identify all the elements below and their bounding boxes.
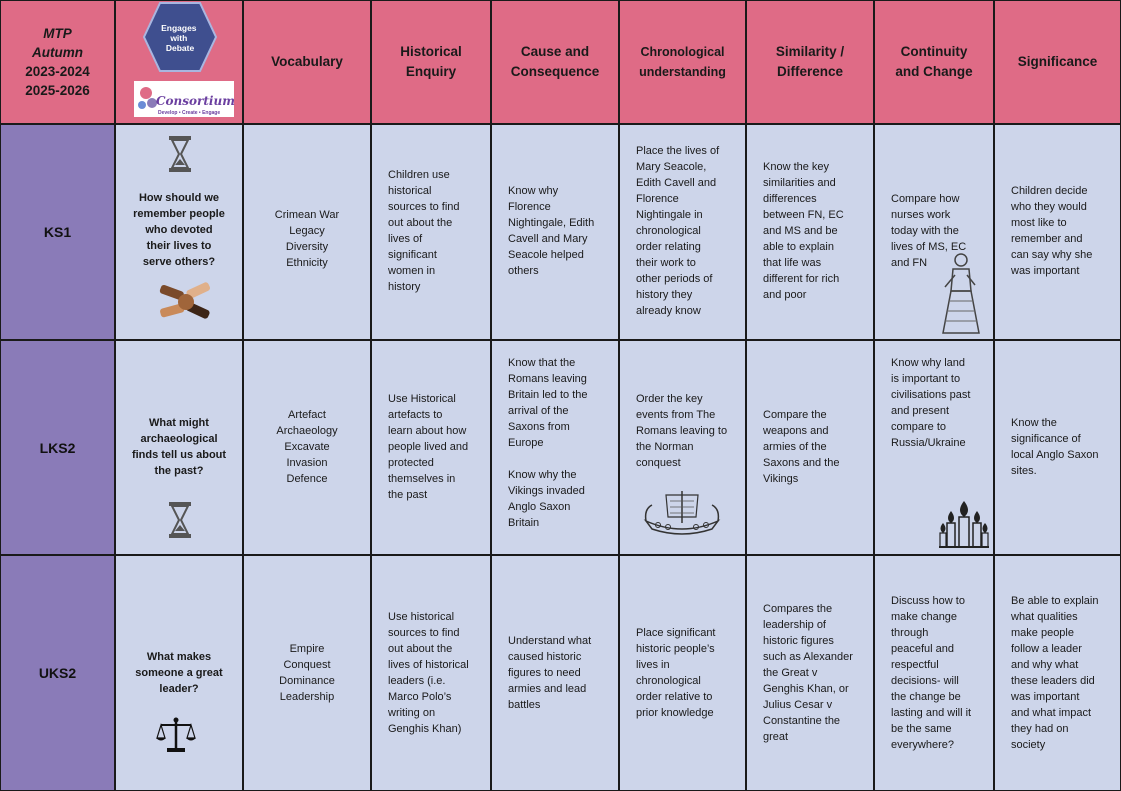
vocabulary-cell-ks1: Crimean War Legacy Diversity Ethnicity [243, 124, 371, 340]
question-text-lks2: What might archaeological finds tell us about the past? [131, 417, 227, 477]
continuity-cell-lks2: Know why land is important to civilisations past and present compare to Russia/Ukraine [874, 340, 994, 555]
similarity-cell-ks1: Know the key similarities and differences between FN, EC and MS and be able to explain that life was different for rich and poor [746, 124, 874, 340]
col-header-enquiry: Historical Enquiry [371, 0, 491, 124]
consortium-tagline: Develop • Create • Engage [158, 110, 221, 116]
badge-label: Engages with Debate [161, 23, 197, 53]
question-cell-lks2 [115, 340, 243, 555]
question-cell-ks1 [115, 124, 243, 340]
enquiry-cell-uks2: Use historical sources to find out about the lives of historical leaders (i.e. Marco Polo’s writing on Genghis Khan) [371, 555, 491, 791]
engages-with-debate-badge [116, 1, 243, 124]
nurse-figure-icon [939, 251, 983, 335]
consortium-logo-text: Consortium [156, 94, 235, 108]
significance-cell-lks2: Know the significance of local Anglo Saxon sites. [994, 340, 1121, 555]
question-cell-uks2 [115, 555, 243, 791]
significance-cell-uks2: Be able to explain what qualities make people follow a leader and why what these leaders did was important and what impact they had on society [994, 555, 1121, 791]
row-label-lks2: LKS2 [0, 340, 115, 555]
onion-dome-cathedral-icon [939, 497, 989, 549]
chronology-cell-ks1: Place the lives of Mary Seacole, Edith Cavell and Florence Nightingale in chronological order relating their work to other periods of history they already know [619, 124, 746, 340]
mtp-line-2: Autumn [32, 45, 83, 60]
united-hands-icon [156, 280, 216, 324]
cause-cell-uks2: Understand what caused historic figures to need armies and lead battles [491, 555, 619, 791]
continuity-cell-ks1: Compare how nurses work today with the lives of MS, EC and FN [874, 124, 994, 340]
vocabulary-cell-lks2: Artefact Archaeology Excavate Invasion Defence [243, 340, 371, 555]
enquiry-cell-lks2: Use Historical artefacts to learn about how people lived and protected themselves in the past [371, 340, 491, 555]
cause-cell-ks1: Know why Florence Nightingale, Edith Cavell and Mary Seacole helped others [491, 124, 619, 340]
col-header-cause: Cause and Consequence [491, 0, 619, 124]
enquiry-cell-ks1: Children use historical sources to find out about the lives of significant women in history [371, 124, 491, 340]
vocabulary-cell-uks2: Empire Conquest Dominance Leadership [243, 555, 371, 791]
col-header-vocabulary: Vocabulary [243, 0, 371, 124]
chronology-cell-uks2: Place significant historic people’s lives in chronological order relative to prior knowledge [619, 555, 746, 791]
similarity-cell-uks2: Compares the leadership of historic figures such as Alexander the Great v Genghis Khan, or Julius Cesar v Constantine the great [746, 555, 874, 791]
significance-cell-ks1: Children decide who they would most like to remember and can say why she was important [994, 124, 1121, 340]
mtp-line-3: 2023-2024 [25, 64, 90, 79]
cause-cell-lks2: Know that the Romans leaving Britain led to the arrival of the Saxons from Europe Know why the Vikings invaded Anglo Saxon Britain [491, 340, 619, 555]
row-label-uks2: UKS2 [0, 555, 115, 791]
mtp-title-cell [0, 0, 115, 124]
chronology-cell-lks2: Order the key events from The Romans leaving to the Norman conquest [619, 340, 746, 555]
question-text-uks2: What makes someone a great leader? [135, 651, 223, 695]
col-header-significance: Significance [994, 0, 1121, 124]
col-header-continuity: Continuity and Change [874, 0, 994, 124]
col-header-similarity: Similarity / Difference [746, 0, 874, 124]
row-label-ks1: KS1 [0, 124, 115, 340]
logo-cell [115, 0, 243, 124]
viking-ship-icon [642, 487, 722, 539]
mtp-line-1: MTP [43, 26, 72, 41]
hourglass-icon [167, 501, 193, 539]
scales-of-justice-icon [156, 716, 196, 754]
question-text-ks1: How should we remember people who devoted their lives to serve others? [133, 192, 225, 268]
similarity-cell-lks2: Compare the weapons and armies of the Saxons and the Vikings [746, 340, 874, 555]
mtp-line-4: 2025-2026 [25, 83, 90, 98]
hourglass-icon [167, 135, 193, 173]
continuity-cell-uks2: Discuss how to make change through peaceful and respectful decisions- will the change be lasting and will it be the same everywhere? [874, 555, 994, 791]
col-header-chronology: Chronological understanding [619, 0, 746, 124]
